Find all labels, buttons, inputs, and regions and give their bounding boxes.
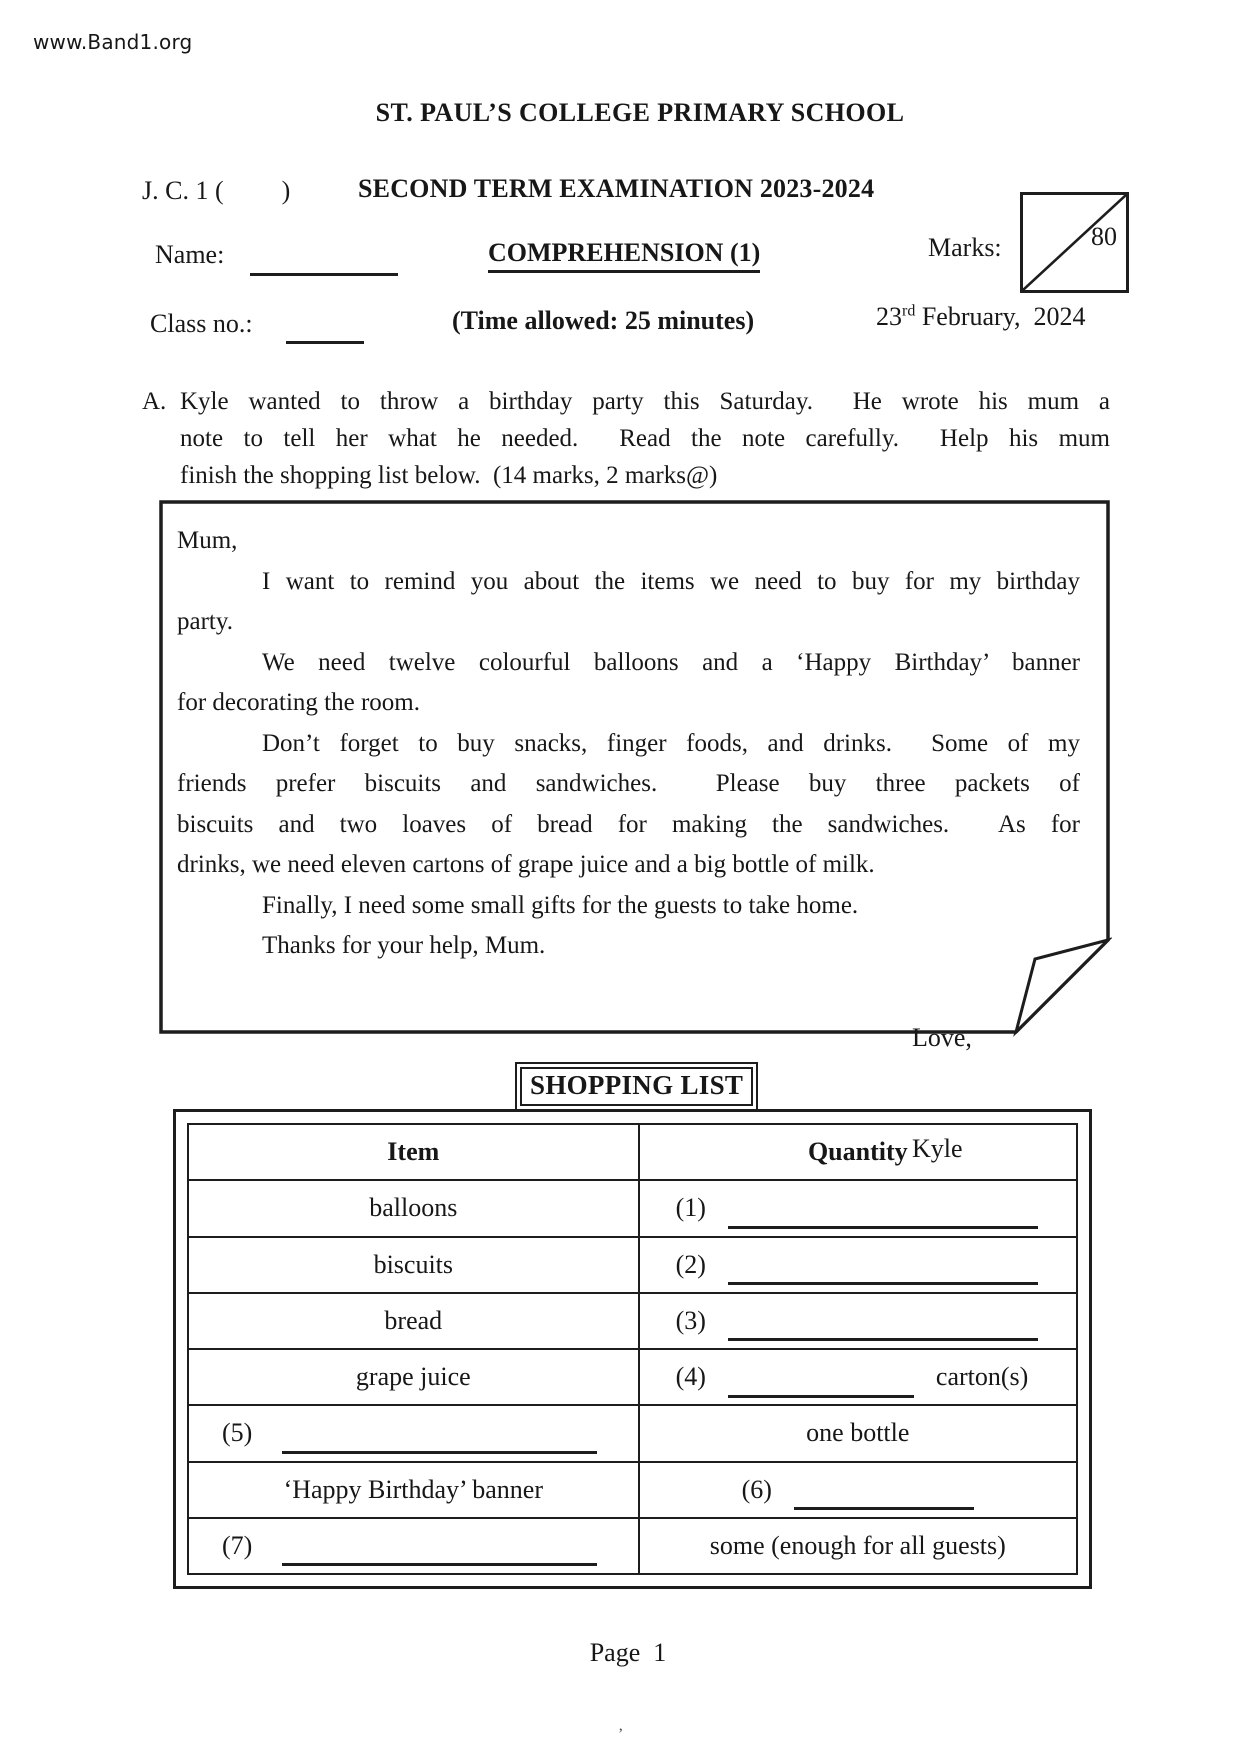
section-a: [142, 383, 1110, 494]
site-watermark: www.Band1.org: [33, 30, 193, 54]
shopping-list-title-box: [515, 1062, 758, 1111]
class-no-label: Class no.:: [150, 309, 253, 338]
answer-blank: [728, 1377, 914, 1398]
class-code-prefix: J. C. 1 (: [142, 176, 224, 205]
item-cell: bread: [189, 1294, 640, 1348]
exam-date-day: 23: [876, 302, 902, 331]
instruction-line: finish the shopping list below. (14 marks, 2 marks@): [180, 462, 718, 489]
class-code: [142, 176, 290, 206]
note-line: Finally, I need some small gifts for the guests to take home.: [262, 891, 859, 919]
class-code-suffix: ): [281, 176, 291, 205]
subject-title: COMPREHENSION (1): [488, 238, 760, 273]
table-row: [189, 1461, 1076, 1517]
marks-label: Marks:: [928, 233, 1002, 262]
item-cell: biscuits: [189, 1238, 640, 1292]
note-line: biscuits and two loaves of bread for making the sandwiches. As for: [177, 810, 1080, 838]
note-line: drinks, we need eleven cartons of grape juice and a big bottle of milk.: [177, 851, 875, 878]
answer-blank: [728, 1208, 1038, 1229]
shopping-table-grid: [187, 1123, 1078, 1575]
note-greeting: Mum,: [177, 527, 238, 554]
item-cell: [189, 1406, 640, 1460]
shopping-table: [173, 1109, 1092, 1589]
name-blank-line: [250, 246, 398, 276]
quantity-unit-suffix: carton(s): [935, 1362, 1029, 1392]
note-line: for decorating the room.: [177, 689, 420, 716]
note-line: friends prefer biscuits and sandwiches. Please buy three packets of: [177, 770, 1080, 797]
quantity-cell: [640, 1181, 1076, 1235]
quantity-cell: [640, 1463, 1076, 1517]
answer-blank: [282, 1433, 597, 1454]
table-row: [189, 1404, 1076, 1460]
quantity-cell: [640, 1238, 1076, 1292]
column-header-item: Item: [189, 1125, 640, 1179]
item-cell: grape juice: [189, 1350, 640, 1404]
scan-artifact-mark: ’: [618, 1726, 624, 1743]
shopping-list-title-outer-border: [515, 1062, 758, 1111]
answer-number: (7): [222, 1530, 253, 1560]
quantity-cell: some (enough for all guests): [709, 1530, 1006, 1560]
table-row: [189, 1517, 1076, 1573]
note-line: Thanks for your help, Mum.: [262, 932, 546, 959]
school-name: ST. PAUL’S COLLEGE PRIMARY SCHOOL: [375, 98, 905, 127]
section-a-instructions: [180, 383, 1110, 494]
table-row: [189, 1236, 1076, 1292]
name-label: Name:: [155, 240, 225, 269]
section-a-label: A.: [142, 388, 167, 415]
quantity-cell: [640, 1350, 1076, 1404]
answer-number: (5): [222, 1418, 253, 1448]
quantity-cell: one bottle: [806, 1418, 910, 1448]
class-no-blank-line: [286, 314, 364, 344]
table-header-row: [189, 1125, 1076, 1179]
answer-number: (6): [741, 1474, 772, 1504]
answer-blank: [282, 1545, 597, 1566]
column-header-quantity: Quantity: [807, 1137, 908, 1167]
marks-total: 80: [1091, 222, 1117, 251]
answer-number: (4): [675, 1362, 706, 1392]
instruction-line: Kyle wanted to throw a birthday party this Saturday. He wrote his mum a: [180, 388, 1110, 415]
answer-blank: [728, 1264, 1038, 1285]
note-line: party.: [177, 608, 233, 635]
table-row: [189, 1179, 1076, 1235]
time-allowed: (Time allowed: 25 minutes): [452, 306, 755, 335]
table-row: [189, 1348, 1076, 1404]
exam-date: [876, 302, 1086, 332]
answer-number: (2): [675, 1249, 706, 1279]
note-signature: Kyle: [912, 1134, 963, 1163]
answer-number: (1): [675, 1193, 706, 1223]
answer-blank: [728, 1320, 1038, 1341]
table-row: [189, 1292, 1076, 1348]
note-line: Don’t forget to buy snacks, finger foods, and drinks. Some of my: [262, 729, 1080, 757]
item-cell: ‘Happy Birthday’ banner: [189, 1463, 640, 1517]
shopping-list-title: SHOPPING LIST: [520, 1067, 753, 1106]
exam-date-rest: February, 2024: [915, 302, 1086, 331]
note-body: [177, 521, 1080, 967]
note-line: I want to remind you about the items we need to buy for my birthday: [262, 567, 1080, 595]
quantity-cell: [640, 1294, 1076, 1348]
instruction-line: note to tell her what he needed. Read the note carefully. Help his mum: [180, 425, 1110, 452]
item-cell: [189, 1519, 640, 1573]
answer-blank: [794, 1489, 974, 1510]
note-closing: Love,: [912, 1023, 972, 1052]
item-cell: balloons: [189, 1181, 640, 1235]
marks-box: [1020, 192, 1129, 293]
page-number: Page 1: [589, 1638, 667, 1667]
exam-title: SECOND TERM EXAMINATION 2023-2024: [358, 174, 875, 203]
answer-number: (3): [675, 1305, 706, 1335]
note-line: We need twelve colourful balloons and a ‘Happy Birthday’ banner: [262, 648, 1080, 676]
exam-date-ordinal: rd: [902, 302, 916, 320]
